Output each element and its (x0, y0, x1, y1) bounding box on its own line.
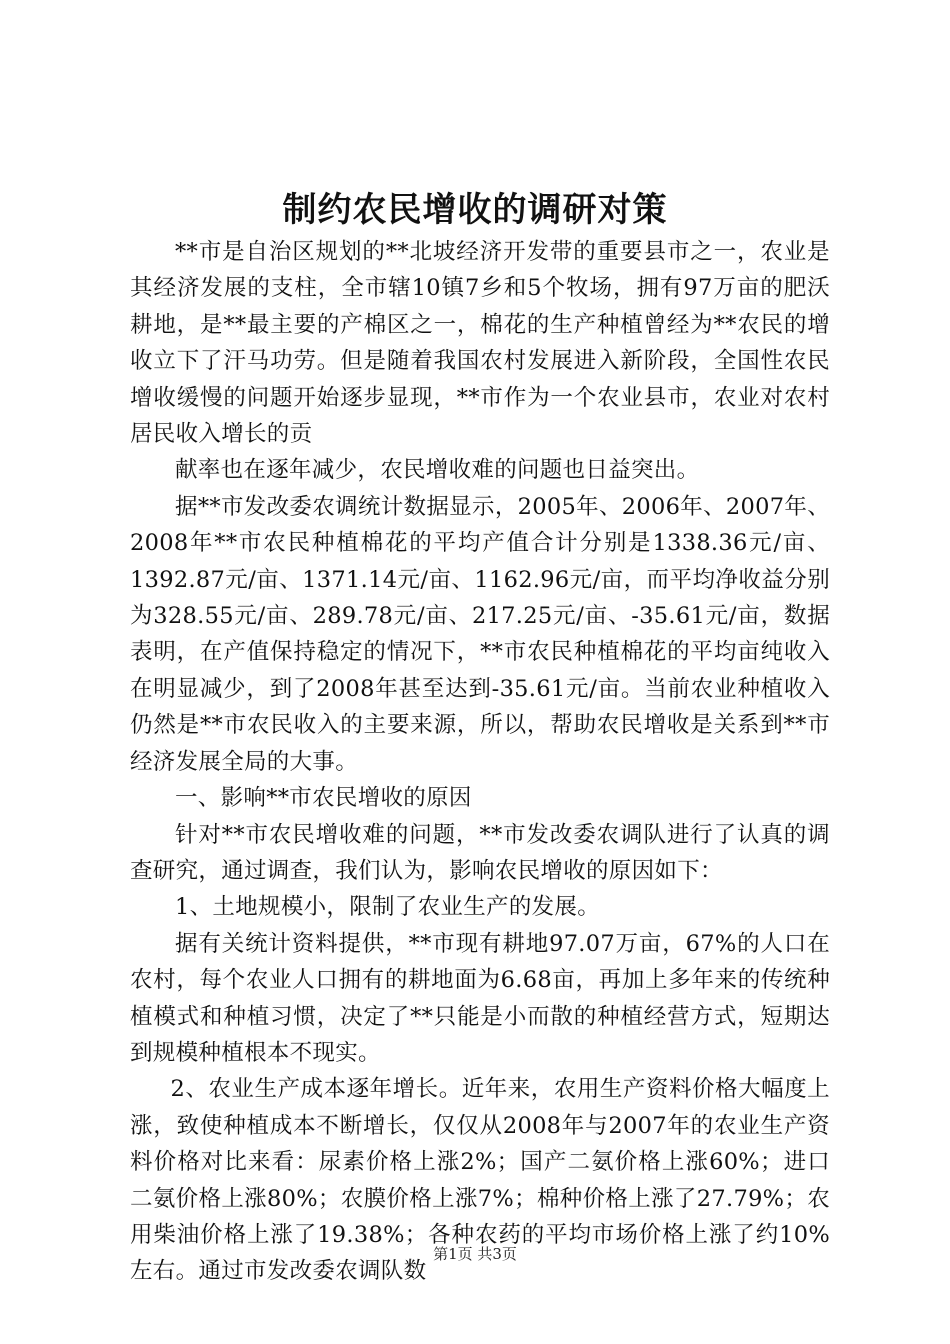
document-body (130, 234, 830, 1290)
paragraph-statistics: 据**市发改委农调统计数据显示，2005年、2006年、2007年、2008年**市农民种植棉花的平均产值合计分别是1338.36元/亩、1392.87元/亩、1371.14元/亩、1162.96元/亩，而平均净收益分别为328.55元/亩、289.78元/亩、217.25元/亩、-35.61元/亩，数据表明，在产值保持稳定的情况下，**市农民种植棉花的平均亩纯收入在明显减少，到了2008年甚至达到-35.61元/亩。当前农业种植收入仍然是**市农民收入的主要来源，所以，帮助农民增收是关系到**市经济发展全局的大事。 (130, 493, 830, 775)
paragraph-intro-continued: 献率也在逐年减少，农民增收难的问题也日益突出。 (175, 457, 700, 484)
paragraph-investigation: 针对**市农民增收难的问题，**市发改委农调队进行了认真的调查研究，通过调查，我们认为，影响农民增收的原因如下： (130, 821, 830, 884)
section-heading-causes: 一、影响**市农民增收的原因 (175, 785, 472, 812)
page-footer: 第1页 共3页 (433, 1245, 517, 1263)
subheading-land-scale: 1、土地规模小，限制了农业生产的发展。 (175, 894, 601, 921)
paragraph-production-cost: 2、农业生产成本逐年增长。近年来，农用生产资料价格大幅度上涨，致使种植成本不断增长，仅仅从2008年与2007年的农业生产资料价格对比来看：尿素价格上涨2%；国产二氨价格上涨60%；进口二氨价格上涨80%；农膜价格上涨7%；棉种价格上涨了27.79%；农用柴油价格上涨了19.38%；各种农药的平均市场价格上涨了约10%左右。通过市发改委农调队数 (130, 1076, 830, 1285)
page-title: 制约农民增收的调研对策 (282, 190, 668, 230)
paragraph-land-scale: 据有关统计资料提供，**市现有耕地97.07万亩，67%的人口在农村，每个农业人口拥有的耕地面为6.68亩，再加上多年来的传统种植模式和种植习惯，决定了**只能是小而散的种植经营方式，短期达到规模种植根本不现实。 (130, 930, 830, 1066)
paragraph-intro: **市是自治区规划的**北坡经济开发带的重要县市之一，农业是其经济发展的支柱，全市辖10镇7乡和5个牧场，拥有97万亩的肥沃耕地，是**最主要的产棉区之一，棉花的生产种植曾经为**农民的增收立下了汗马功劳。但是随着我国农村发展进入新阶段，全国性农民增收缓慢的问题开始逐步显现，**市作为一个农业县市，农业对农村居民收入增长的贡 (130, 239, 830, 448)
